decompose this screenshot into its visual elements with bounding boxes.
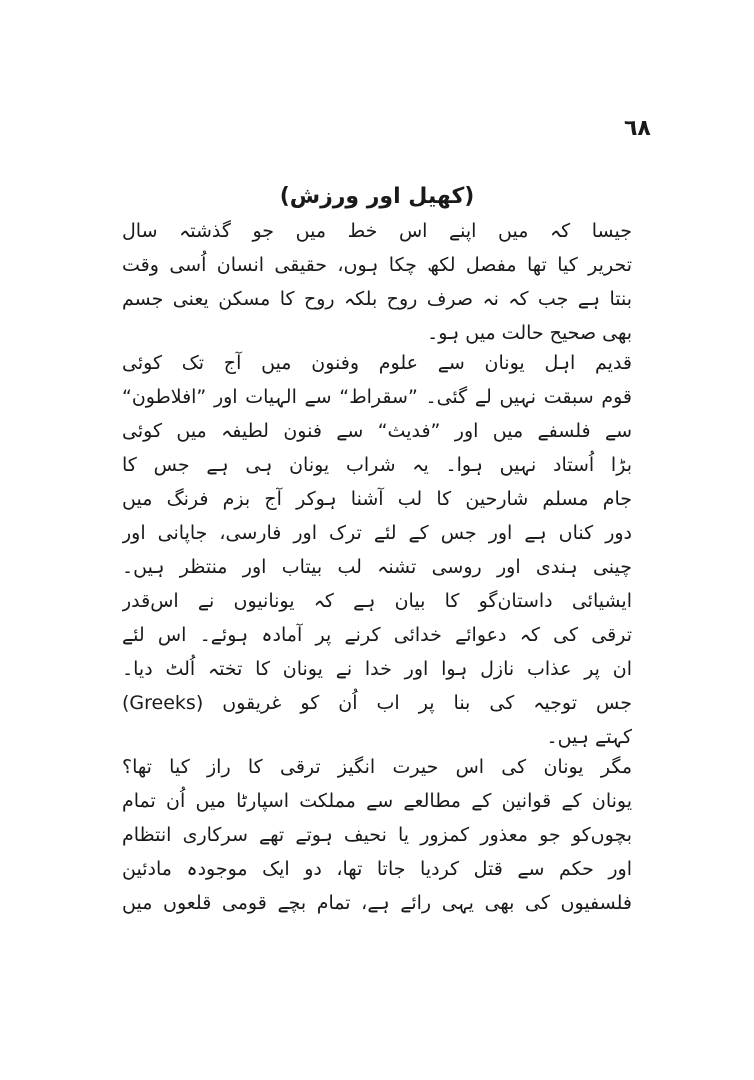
text-line: یونان کے قوانین کے مطالعے سے مملکت اسپارٹا میں اُن تمام (122, 790, 632, 812)
paragraph-2 (122, 346, 632, 754)
paragraph-1 (122, 214, 632, 350)
text-line: جس توجیہ کی بنا پر اب اُن کو غریقوں (Greeks) (122, 692, 632, 714)
text-line: تحریر کیا تھا مفصل لکھ چکا ہوں، حقیقی انسان اُسی وقت (122, 254, 632, 276)
text-line: جام مسلم شارحین کا لب آشنا ہوکر آج بزم فرنگ میں (122, 488, 632, 510)
text-line: دور کناں ہے اور جس کے لئے ترک اور فارسی، جاپانی اور (122, 522, 632, 544)
text-line: ان پر عذاب نازل ہوا اور خدا نے یونان کا تختہ اُلٹ دیا۔ (122, 658, 632, 680)
text-line: مگر یونان کی اس حیرت انگیز ترقی کا راز کیا تھا؟ (122, 756, 632, 778)
text-line: بنتا ہے جب کہ نہ صرف روح بلکہ روح کا مسکن یعنی جسم (122, 288, 632, 310)
text-line: کہتے ہیں۔ (546, 726, 632, 748)
text-line: اور حکم سے قتل کردیا جاتا تھا، دو ایک موجودہ مادئین (122, 858, 632, 880)
text-line: سے فلسفے میں اور ”فدیث“ سے فنون لطیفہ میں کوئی (122, 420, 632, 442)
text-line: قوم سبقت نہیں لے گئی۔ ”سقراط“ سے الہیات اور ”افلاطون“ (122, 386, 632, 408)
page-number: ٦٨ (624, 116, 651, 141)
text-line: بھی صحیح حالت میں ہو۔ (427, 322, 632, 344)
text-line: ترقی کی کہ دعوائے خدائی کرنے پر آمادہ ہوئے۔ اس لئے (122, 624, 632, 646)
text-line: جیسا کہ میں اپنے اس خط میں جو گذشتہ سال (122, 220, 632, 242)
text-line: ایشیائی داستان‌گو کا بیان ہے کہ یونانیوں نے اس‌قدر (122, 590, 632, 612)
text-line: چینی ہندی اور روسی تشنہ لب بیتاب اور منتظر ہیں۔ (122, 556, 632, 578)
paragraph-3 (122, 750, 632, 920)
text-line: بچوں‌کو جو معذور کمزور یا نحیف ہوتے تھے سرکاری انتظام (122, 824, 632, 846)
text-line: قدیم اہل یونان سے علوم وفنون میں آج تک کوئی (122, 352, 632, 374)
section-heading: (کھیل اور ورزش) (279, 184, 475, 209)
text-line: بڑا اُستاد نہیں ہوا۔ یہ شراب یونان ہی ہے جس کا (122, 454, 632, 476)
text-line: فلسفیوں کی بھی یہی رائے ہے، تمام بچے قومی قلعوں میں (122, 892, 632, 914)
